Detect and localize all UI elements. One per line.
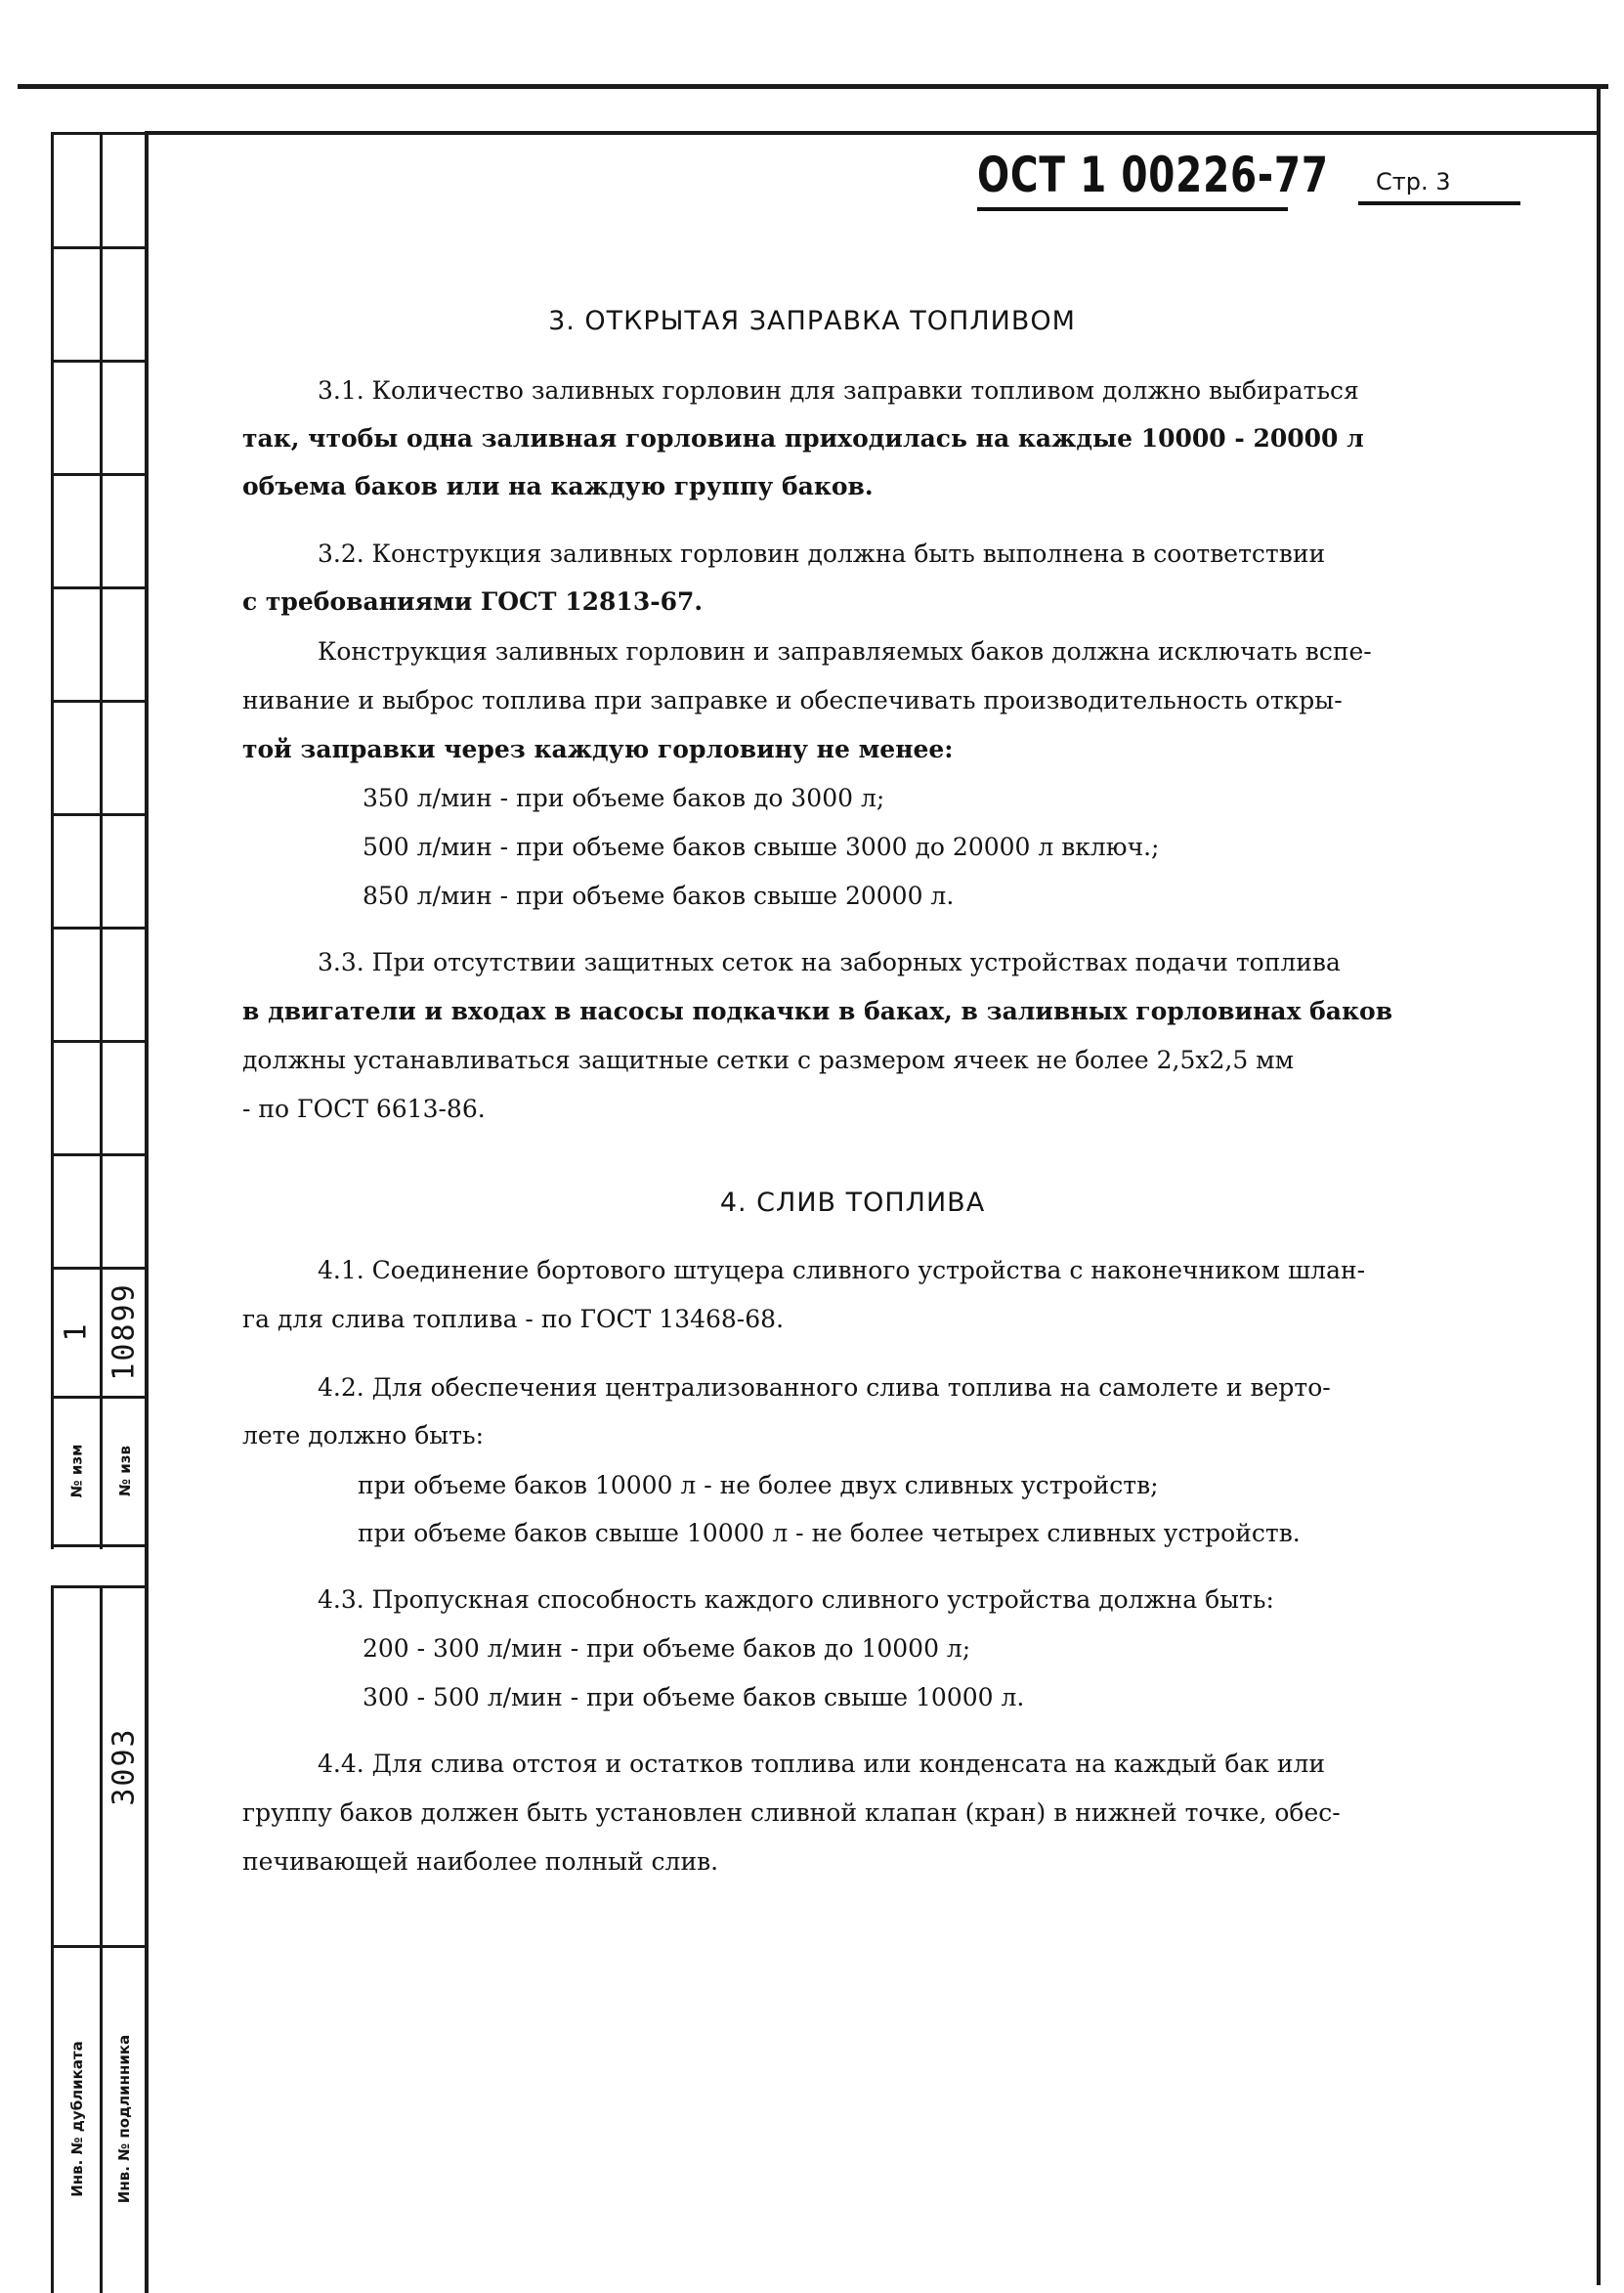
record-number: 3093 — [107, 1727, 142, 1806]
paragraph-4-4-line: группу баков должен быть установлен сливной клапан (кран) в нижней точке, обес- — [242, 1798, 1341, 1827]
change-label: № изм — [67, 1444, 86, 1498]
sidebar-row-line — [51, 700, 147, 703]
paragraph-4-4-line: 4.4. Для слива отстоя и остатков топлива или конденсата на каждый бак или — [318, 1750, 1326, 1778]
paragraph-4-2-line: лете должно быть: — [242, 1421, 485, 1449]
original-inv-cell — [103, 1950, 147, 2287]
drain-capacity-item: 300 - 500 л/мин - при объеме баков свыше 10000 л. — [363, 1683, 1025, 1711]
drain-count-item: при объеме баков свыше 10000 л - не более четырех сливных устройств. — [358, 1519, 1301, 1547]
sidebar-row-line — [51, 360, 147, 363]
fill-rate-item: 350 л/мин - при объеме баков до 3000 л; — [363, 784, 885, 812]
record-number-cell — [103, 1588, 147, 1945]
sidebar-row-line — [51, 813, 147, 816]
fill-rate-item: 850 л/мин - при объеме баков свыше 20000 л. — [363, 882, 955, 910]
lower-stamp-row — [51, 1945, 147, 1948]
duplicate-inv-cell — [54, 1950, 100, 2287]
page-header — [977, 147, 1524, 210]
paragraph-3-3-line: в двигатели и входах в насосы подкачки в баках, в заливных горловинах баков — [242, 997, 1393, 1025]
paragraph-3-2b-line: той заправки через каждую горловину не менее: — [242, 735, 954, 763]
change-number-cell — [54, 1267, 100, 1396]
paragraph-3-2-line: с требованиями ГОСТ 12813-67. — [242, 587, 704, 616]
top-border — [18, 84, 1608, 89]
paragraph-3-3-line: 3.3. При отсутствии защитных сеток на заборных устройствах подачи топлива — [318, 948, 1341, 976]
sidebar-row-line — [51, 927, 147, 930]
change-number: 1 — [60, 1320, 94, 1342]
change-label-cell — [54, 1398, 100, 1544]
document-code: ОСТ 1 00226-77 — [977, 147, 1329, 203]
paragraph-3-2b-line: нивание и выброс топлива при заправке и обеспечивать производительность откры- — [242, 686, 1343, 714]
notice-label: № изв — [115, 1446, 134, 1496]
sidebar-row-line — [51, 1544, 147, 1547]
paragraph-3-3-line: - по ГОСТ 6613-86. — [242, 1095, 486, 1123]
sidebar-top — [51, 132, 147, 135]
sidebar-row-line — [51, 1153, 147, 1156]
paragraph-3-3-line: должны устанавливаться защитные сетки с размером ячеек не более 2,5х2,5 мм — [242, 1046, 1295, 1074]
paragraph-4-3: 4.3. Пропускная способность каждого сливного устройства должна быть: — [318, 1585, 1274, 1614]
document-code-underline — [977, 207, 1288, 211]
page-number: Стр. 3 — [1376, 168, 1451, 195]
notice-number-cell — [103, 1267, 147, 1396]
sidebar-row-line — [51, 1040, 147, 1043]
right-border — [1597, 86, 1601, 2285]
sidebar-row-line — [51, 473, 147, 476]
paragraph-4-2-line: 4.2. Для обеспечения централизованного слива топлива на самолете и верто- — [318, 1373, 1331, 1402]
paragraph-3-2-line: 3.2. Конструкция заливных горловин должна быть выполнена в соответствии — [318, 540, 1326, 568]
drain-capacity-item: 200 - 300 л/мин - при объеме баков до 10000 л; — [363, 1634, 971, 1663]
paragraph-3-1-line: 3.1. Количество заливных горловин для заправки топливом должно выбираться — [318, 376, 1359, 405]
drain-count-item: при объеме баков 10000 л - не более двух сливных устройств; — [358, 1471, 1159, 1499]
inner-top-border — [145, 131, 1601, 135]
notice-number: 10899 — [107, 1281, 142, 1381]
page-number-underline — [1358, 201, 1520, 205]
paragraph-3-1-line: так, чтобы одна заливная горловина приходилась на каждые 10000 - 20000 л — [242, 424, 1364, 453]
paragraph-4-1-line: га для слива топлива - по ГОСТ 13468-68. — [242, 1305, 785, 1333]
paragraph-3-2b-line: Конструкция заливных горловин и заправляемых баков должна исключать вспе- — [318, 637, 1372, 666]
duplicate-inv-label: Инв. № дубликата — [67, 2040, 86, 2197]
sidebar-row-line — [51, 586, 147, 589]
section-4-title: 4. СЛИВ ТОПЛИВА — [719, 1188, 986, 1218]
section-3-title: 3. ОТКРЫТАЯ ЗАПРАВКА ТОПЛИВОМ — [548, 306, 1076, 336]
paragraph-3-1-line: объема баков или на каждую группу баков. — [242, 472, 874, 500]
fill-rate-item: 500 л/мин - при объеме баков свыше 3000 до 20000 л включ.; — [363, 833, 1160, 861]
sidebar-row-line — [51, 246, 147, 249]
paragraph-4-1-line: 4.1. Соединение бортового штуцера сливного устройства с наконечником шлан- — [318, 1256, 1366, 1284]
paragraph-4-4-line: печивающей наиболее полный слив. — [242, 1847, 719, 1876]
notice-label-cell — [103, 1398, 147, 1544]
original-inv-label: Инв. № подлинника — [115, 2034, 134, 2203]
